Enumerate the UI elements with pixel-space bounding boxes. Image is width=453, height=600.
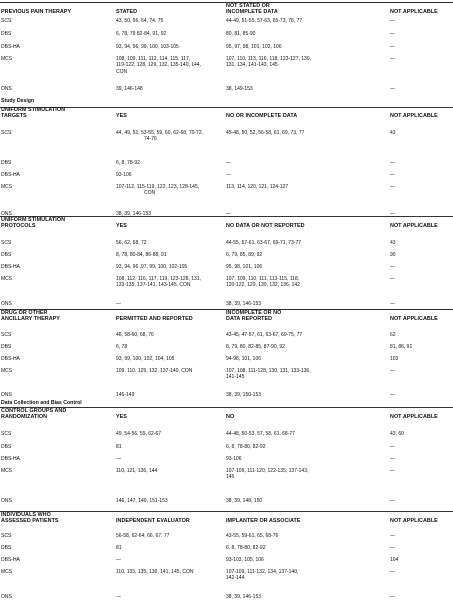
header-rule xyxy=(0,107,453,108)
table-cell: — xyxy=(390,301,395,307)
column-header: NOT STATED OR INCOMPLETE DATA xyxy=(226,2,278,15)
table-cell: 108, 112, 116, 117, 119, 123-128, 131, 133-135, 137-141, 143-145, CON xyxy=(116,275,201,288)
table-cell: 39, 146-148 xyxy=(116,86,143,92)
row-label: SCS xyxy=(1,18,12,24)
table-cell: 81 xyxy=(116,545,122,551)
table-cell: 38, 39, 146-153 xyxy=(116,211,152,217)
table-cell: 104 xyxy=(390,557,399,563)
table-cell: — xyxy=(116,301,121,307)
table-cell: 95, 97, 98, 101, 102, 106 xyxy=(226,43,282,50)
table-cell: 6, 78, 79 82-84, 91, 92 xyxy=(116,31,167,37)
table-cell: — xyxy=(390,545,395,551)
table-cell: 38, 39, 150-153 xyxy=(226,392,262,398)
table-cell: 103 xyxy=(390,355,399,362)
column-header: UNIFORM STIMULATION TARGETS xyxy=(1,107,66,120)
table-cell: — xyxy=(226,172,231,178)
table-cell: 107, 110, 113, 116, 118, 123-127, 130, 131, 134, 141-143, 145 xyxy=(226,56,311,69)
table-cell: — xyxy=(390,444,395,450)
table-cell: 6, 79, 85, 89, 92 xyxy=(226,251,263,258)
row-label: MCS xyxy=(1,368,13,374)
table-cell: — xyxy=(390,18,395,24)
table-cell: — xyxy=(390,368,395,374)
row-label: ONS xyxy=(1,594,12,600)
table-cell: — xyxy=(390,568,395,575)
column-header: STATED xyxy=(116,8,138,15)
column-header: NOT APPLICABLE xyxy=(390,113,438,120)
column-header: IMPLANTER OR ASSOCIATE xyxy=(226,517,301,524)
table-cell: 113, 114, 120, 121, 124-127 xyxy=(226,184,289,190)
table-cell: — xyxy=(390,43,395,50)
table-cell: 6, 8, 78-80, 82-92 xyxy=(226,545,266,551)
table-cell: — xyxy=(390,86,395,92)
row-label: DBS xyxy=(1,251,12,258)
table-cell: 107, 109, 110, 111, 113-115, 118, 120-122, 129, 130, 132, 136, 142 xyxy=(226,275,300,288)
table-cell: 44-55, 57-61, 63-67, 69-71, 73-77 xyxy=(226,239,302,246)
table-cell: 38, 39, 146-153 xyxy=(226,594,262,600)
table-cell: 49, 54-56, 59, 62-67 xyxy=(116,431,162,437)
column-header: NO OR INCOMPLETE DATA xyxy=(226,113,298,120)
row-label: ONS xyxy=(1,301,12,307)
table-cell: 43-45, 47-57, 61, 63-67, 69-75, 77 xyxy=(226,332,303,338)
row-label: DBS-HA xyxy=(1,355,20,362)
table-cell: — xyxy=(390,498,395,504)
table-cell: — xyxy=(390,31,395,37)
header-rule xyxy=(0,216,453,217)
row-label: SCS xyxy=(1,239,12,246)
table-cell: 6, 8, 78-92 xyxy=(116,160,140,166)
column-header: NOT APPLICABLE xyxy=(390,8,438,15)
row-label: ONS xyxy=(1,211,12,217)
column-header: DRUG OR OTHER ANCILLARY THERAPY xyxy=(1,310,60,323)
table-cell: 93, 99, 100, 102, 104, 105 xyxy=(116,355,175,362)
row-label: MCS xyxy=(1,568,13,575)
table-cell: 107-109, 111-120, 122-135, 137-143, 145 xyxy=(226,468,309,481)
column-header: YES xyxy=(116,113,127,120)
table-cell: — xyxy=(390,594,395,600)
table-cell: — xyxy=(390,456,395,462)
table-cell: — xyxy=(116,456,121,462)
row-label: DBS xyxy=(1,160,12,166)
row-label: DBS-HA xyxy=(1,263,20,270)
row-label: ONS xyxy=(1,498,12,504)
row-label: MCS xyxy=(1,56,13,62)
table-cell: 95, 98, 101, 106 xyxy=(226,263,263,270)
table-cell: 43, 60 xyxy=(390,431,404,437)
column-header: NO xyxy=(226,414,235,421)
table-cell: 6, 8, 78-80, 82-92 xyxy=(226,444,266,450)
table-cell: — xyxy=(390,275,395,282)
column-header: PREVIOUS PAIN THERAPY xyxy=(1,8,72,15)
row-label: ONS xyxy=(1,392,12,398)
table-cell: 38, 39, 148, 150 xyxy=(226,498,263,504)
row-label: DBS xyxy=(1,545,12,551)
table-cell: 44-48, 50-53, 57, 58, 61, 68-77 xyxy=(226,431,295,437)
table-cell: 107-112, 115-119, 122, 123, 128-145, CON xyxy=(116,184,200,197)
table-cell: 80, 81, 85-90 xyxy=(226,31,256,37)
table-cell: — xyxy=(390,263,395,270)
table-cell: 8, 78, 80-84, 86-88, 91 xyxy=(116,251,167,258)
row-label: DBS-HA xyxy=(1,43,20,50)
column-header: NOT APPLICABLE xyxy=(390,517,438,524)
table-cell: — xyxy=(390,533,395,539)
table-cell: — xyxy=(116,557,121,563)
table-cell: 146, 147, 149, 151-153 xyxy=(116,498,168,504)
table-cell: 94-98, 101, 106 xyxy=(226,355,262,362)
table-cell: 46, 58-60, 68, 76 xyxy=(116,332,154,338)
table-cell: 110, 121, 136, 144 xyxy=(116,468,158,474)
table-cell: 108, 109, 111, 112, 114, 115, 117, 119-122, 128, 129, 132, 135-140, 144, CON xyxy=(116,56,201,75)
table-cell: 45-48, 50, 52, 56-58, 61, 69, 73, 77 xyxy=(226,130,305,136)
table-cell: 107, 108, 111-128, 130, 131, 133-136, 141-145 xyxy=(226,368,311,381)
table-cell: — xyxy=(226,211,231,217)
row-label: DBS-HA xyxy=(1,557,20,563)
column-header: INDEPENDENT EVALUATOR xyxy=(116,517,190,524)
table-cell: 43 xyxy=(390,239,396,246)
table-cell: 90 xyxy=(390,251,396,258)
table-cell: 93, 94, 96 ,97, 99, 100, 102-105 xyxy=(116,263,188,270)
table-cell: 56, 62, 68, 72 xyxy=(116,239,147,246)
column-header: NOT APPLICABLE xyxy=(390,222,438,229)
table-cell: — xyxy=(390,160,395,166)
column-header: PERMITTED AND REPORTED xyxy=(116,316,193,323)
row-label: DBS xyxy=(1,444,12,450)
table-cell: 146-149 xyxy=(116,392,135,398)
section-heading: Data Collection and Bias Control xyxy=(1,400,82,406)
table-cell: — xyxy=(226,160,231,166)
table-cell: 43, 50, 56, 64, 74, 75 xyxy=(116,18,164,24)
row-label: DBS xyxy=(1,31,12,37)
table-cell: — xyxy=(390,211,395,217)
column-header: INDIVIDUALS WHO ASSESSED PATIENTS xyxy=(1,511,59,524)
row-label: SCS xyxy=(1,130,12,136)
column-header: NO DATA OR NOT REPORTED xyxy=(226,222,305,229)
row-label: MCS xyxy=(1,468,13,474)
row-label: DBS-HA xyxy=(1,172,20,178)
table-cell: 93-106 xyxy=(116,172,132,178)
table-cell: — xyxy=(116,594,121,600)
row-label: SCS xyxy=(1,533,12,539)
table-cell: — xyxy=(390,468,395,474)
column-header: INCOMPLETE OR NO DATA REPORTED xyxy=(226,310,282,323)
column-header: CONTROL GROUPS AND RANDOMIZATION xyxy=(1,408,67,421)
table-cell: 6, 78 xyxy=(116,344,128,350)
table-cell: 93-106 xyxy=(226,456,242,462)
row-label: DBS xyxy=(1,344,12,350)
table-cell: — xyxy=(390,184,395,190)
header-rule xyxy=(0,407,453,408)
table-cell: 107-109, 111-132, 134, 137-140, 142-144 xyxy=(226,568,299,581)
table-cell: 93-103, 105, 106 xyxy=(226,557,264,563)
table-cell: 8, 79, 80, 82-85, 87-90, 92 xyxy=(226,344,285,350)
table-cell: 62 xyxy=(390,332,396,338)
table-cell: 93, 94, 96, 99, 100, 103-105 xyxy=(116,43,179,50)
column-header: NOT APPLICABLE xyxy=(390,316,438,323)
column-header: YES xyxy=(116,414,127,421)
row-label: ONS xyxy=(1,86,12,92)
table-cell: 110, 133, 135, 136, 141, 145, CON xyxy=(116,568,194,575)
column-header: YES xyxy=(116,222,127,229)
section-heading: Study Design xyxy=(1,98,35,104)
table-cell: 81, 86, 91 xyxy=(390,344,413,350)
table-cell: 109, 110, 129, 132, 137-140, CON xyxy=(116,368,193,374)
row-label: MCS xyxy=(1,275,13,282)
table-cell: 43-55, 59-61, 65, 68-76 xyxy=(226,533,279,539)
table-cell: — xyxy=(390,172,395,178)
column-header: UNIFORM STIMULATION PROTOCOLS xyxy=(1,216,66,229)
table-cell: 56-58, 62-64, 66, 67, 77 xyxy=(116,533,170,539)
table-cell: 44, 49, 51, 53-55, 59, 60, 62-68, 70-72, 74-76 xyxy=(116,130,204,143)
row-label: SCS xyxy=(1,431,12,437)
table-cell: — xyxy=(390,392,395,398)
row-label: DBS-HA xyxy=(1,456,20,462)
table-cell: 44-49, 51-55, 57-63, 65-73, 76, 77 xyxy=(226,18,303,24)
table-cell: — xyxy=(390,56,395,62)
row-label: MCS xyxy=(1,184,13,190)
header-rule xyxy=(0,511,453,512)
table-cell: 43 xyxy=(390,130,396,136)
row-label: SCS xyxy=(1,332,12,338)
table-cell: 81 xyxy=(116,444,122,450)
table-cell: 38, 149-153 xyxy=(226,86,253,92)
column-header: NOT APPLICABLE xyxy=(390,414,438,421)
table-cell: 38, 39, 146-153 xyxy=(226,301,262,307)
